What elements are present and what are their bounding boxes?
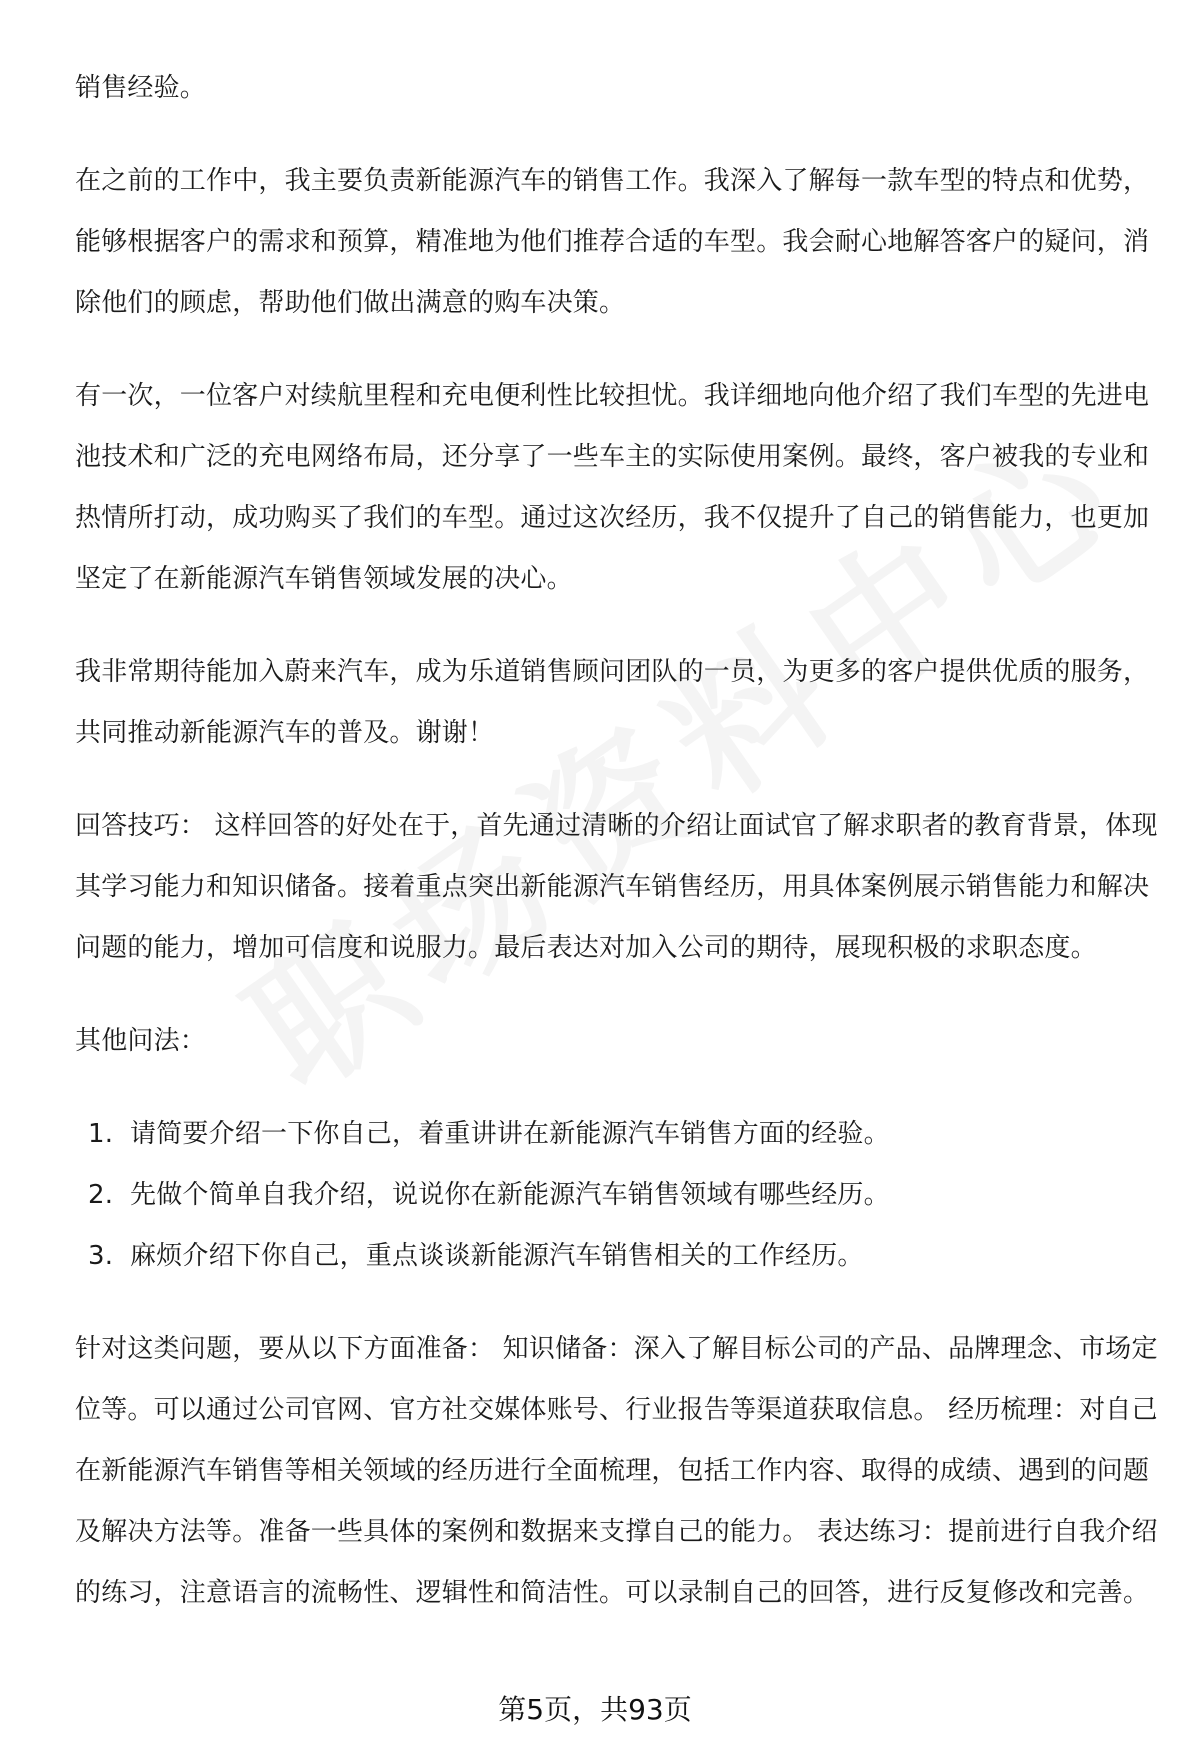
list-item [75,1104,1160,1165]
list-item-text: 麻烦介绍下你自己，重点谈谈新能源汽车销售相关的工作经历。 [130,1241,864,1271]
list-number: 1. [88,1119,114,1149]
list-item [75,1165,1160,1226]
paragraph-other-questions-heading: 其他问法： [75,1026,207,1056]
paragraph-closing: 我非常期待能加入蔚来汽车，成为乐道销售顾问团队的一员，为更多的客户提供优质的服务，共同推动新能源汽车的普及。谢谢！ [75,657,1150,748]
list-item [75,1226,1160,1287]
list-item-text: 请简要介绍一下你自己，着重讲讲在新能源汽车销售方面的经验。 [130,1119,890,1149]
paragraph-intro-end: 销售经验。 [75,73,207,103]
paragraph-work-experience: 在之前的工作中，我主要负责新能源汽车的销售工作。我深入了解每一款车型的特点和优势，能够根据客户的需求和预算，精准地为他们推荐合适的车型。我会耐心地解答客户的疑问，消除他们的顾虑，帮助他们做出满意的购车决策。 [75,166,1150,318]
paragraph-customer-case: 有一次，一位客户对续航里程和充电便利性比较担忧。我详细地向他介绍了我们车型的先进电池技术和广泛的充电网络布局，还分享了一些车主的实际使用案例。最终，客户被我的专业和热情所打动，成功购买了我们的车型。通过这次经历，我不仅提升了自己的销售能力，也更加坚定了在新能源汽车销售领域发展的决心。 [75,381,1150,594]
page-number: 第5页，共93页 [498,1693,692,1726]
paragraph-answer-tips: 回答技巧： 这样回答的好处在于，首先通过清晰的介绍让面试官了解求职者的教育背景，体现其学习能力和知识储备。接着重点突出新能源汽车销售经历，用具体案例展示销售能力和解决问题的能力，增加可信度和说服力。最后表达对加入公司的期待，展现积极的求职态度。 [75,811,1158,963]
paragraph-preparation: 针对这类问题，要从以下方面准备： 知识储备：深入了解目标公司的产品、品牌理念、市场定位等。可以通过公司官网、官方社交媒体账号、行业报告等渠道获取信息。 经历梳理：对自己在新能源汽车销售等相关领域的经历进行全面梳理，包括工作内容、取得的成绩、遇到的问题及解决方法等。准备一些具体的案例和数据来支撑自己的能力。 表达练习：提前进行自我介绍的练习，注意语言的流畅性、逻辑性和简洁性。可以录制自己的回答，进行反复修改和完善。 [75,1334,1158,1608]
document-body [75,58,1160,1656]
list-item-text: 先做个简单自我介绍，说说你在新能源汽车销售领域有哪些经历。 [130,1180,890,1210]
list-number: 2. [88,1180,114,1210]
question-list [75,1104,1160,1287]
list-number: 3. [88,1241,114,1271]
